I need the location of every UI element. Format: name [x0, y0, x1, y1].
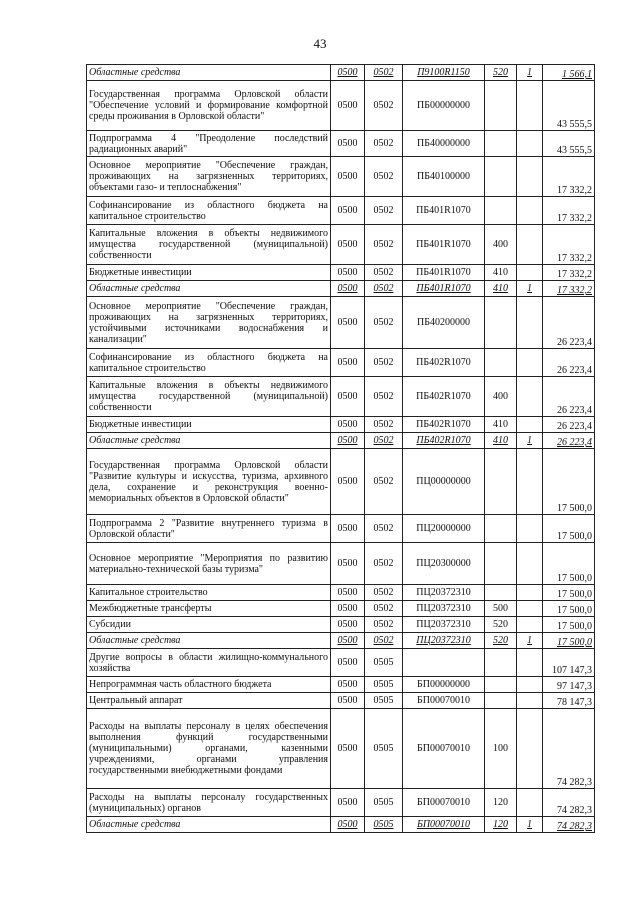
- subsection-code-cell: 0502: [365, 433, 403, 449]
- target-article-code-cell: ПБ401R1070: [403, 265, 485, 281]
- expense-type-code-cell: [485, 543, 517, 585]
- section-code-cell: 0500: [331, 817, 365, 833]
- funding-source-code-cell: [517, 157, 543, 197]
- section-code-cell: 0500: [331, 157, 365, 197]
- table-row: [87, 677, 595, 693]
- subsection-code-cell: 0502: [365, 417, 403, 433]
- table-row: [87, 377, 595, 417]
- expense-type-code-cell: [485, 677, 517, 693]
- amount-cell: 74 282,3: [543, 709, 595, 789]
- amount-cell: 26 223,4: [543, 377, 595, 417]
- row-name-cell: Подпрограмма 4 "Преодоление последствий радиационных аварий": [87, 131, 331, 157]
- target-article-code-cell: БП00070010: [403, 789, 485, 817]
- table-row: [87, 585, 595, 601]
- expense-type-code-cell: 100: [485, 709, 517, 789]
- target-article-code-cell: ПБ402R1070: [403, 349, 485, 377]
- expense-type-code-cell: 500: [485, 601, 517, 617]
- subsection-code-cell: 0505: [365, 709, 403, 789]
- row-name-cell: Софинансирование из областного бюджета на капитальное строительство: [87, 197, 331, 225]
- expense-type-code-cell: 400: [485, 377, 517, 417]
- table-row: [87, 817, 595, 833]
- expense-type-code-cell: 520: [485, 65, 517, 81]
- subsection-code-cell: 0502: [365, 349, 403, 377]
- target-article-code-cell: БП00000000: [403, 677, 485, 693]
- target-article-code-cell: БП00070010: [403, 693, 485, 709]
- table-row: [87, 515, 595, 543]
- row-name-cell: Областные средства: [87, 817, 331, 833]
- section-code-cell: 0500: [331, 65, 365, 81]
- amount-cell: 17 332,2: [543, 265, 595, 281]
- funding-source-code-cell: [517, 131, 543, 157]
- amount-cell: 74 282,3: [543, 817, 595, 833]
- section-code-cell: 0500: [331, 633, 365, 649]
- section-code-cell: 0500: [331, 349, 365, 377]
- target-article-code-cell: ПЦ00000000: [403, 449, 485, 515]
- amount-cell: 78 147,3: [543, 693, 595, 709]
- section-code-cell: 0500: [331, 617, 365, 633]
- subsection-code-cell: 0502: [365, 65, 403, 81]
- target-article-code-cell: ПБ40100000: [403, 157, 485, 197]
- subsection-code-cell: 0502: [365, 633, 403, 649]
- table-row: [87, 349, 595, 377]
- section-code-cell: 0500: [331, 197, 365, 225]
- expense-type-code-cell: 120: [485, 817, 517, 833]
- row-name-cell: Бюджетные инвестиции: [87, 265, 331, 281]
- row-name-cell: Расходы на выплаты персоналу государственных (муниципальных) органов: [87, 789, 331, 817]
- subsection-code-cell: 0505: [365, 817, 403, 833]
- section-code-cell: 0500: [331, 677, 365, 693]
- amount-cell: 17 500,0: [543, 543, 595, 585]
- amount-cell: 17 332,2: [543, 197, 595, 225]
- amount-cell: 43 555,5: [543, 81, 595, 131]
- row-name-cell: Областные средства: [87, 281, 331, 297]
- amount-cell: 17 332,2: [543, 157, 595, 197]
- row-name-cell: Основное мероприятие "Обеспечение граждан, проживающих на загрязненных территориях, устойчивыми источниками водоснабжения и канализации": [87, 297, 331, 349]
- section-code-cell: 0500: [331, 601, 365, 617]
- target-article-code-cell: ПБ401R1070: [403, 197, 485, 225]
- amount-cell: 74 282,3: [543, 789, 595, 817]
- section-code-cell: 0500: [331, 709, 365, 789]
- subsection-code-cell: 0502: [365, 617, 403, 633]
- amount-cell: 26 223,4: [543, 433, 595, 449]
- subsection-code-cell: 0502: [365, 297, 403, 349]
- expense-type-code-cell: [485, 515, 517, 543]
- target-article-code-cell: ПЦ20372310: [403, 633, 485, 649]
- funding-source-code-cell: 1: [517, 633, 543, 649]
- table-row: [87, 281, 595, 297]
- section-code-cell: 0500: [331, 649, 365, 677]
- row-name-cell: Государственная программа Орловской области "Обеспечение условий и формирование комфортной среды проживания в Орловской области": [87, 81, 331, 131]
- subsection-code-cell: 0502: [365, 543, 403, 585]
- expense-type-code-cell: [485, 197, 517, 225]
- section-code-cell: 0500: [331, 297, 365, 349]
- table-row: [87, 417, 595, 433]
- subsection-code-cell: 0505: [365, 677, 403, 693]
- funding-source-code-cell: [517, 349, 543, 377]
- funding-source-code-cell: [517, 617, 543, 633]
- expense-type-code-cell: [485, 649, 517, 677]
- table-row: [87, 693, 595, 709]
- target-article-code-cell: ПЦ20372310: [403, 585, 485, 601]
- table-row: [87, 297, 595, 349]
- expense-type-code-cell: 410: [485, 417, 517, 433]
- subsection-code-cell: 0502: [365, 585, 403, 601]
- row-name-cell: Государственная программа Орловской области "Развитие культуры и искусства, туризма, архивного дела, сохранение и реконструкция военно-мемориальных объектов в Орловской области": [87, 449, 331, 515]
- target-article-code-cell: [403, 649, 485, 677]
- funding-source-code-cell: [517, 693, 543, 709]
- row-name-cell: Областные средства: [87, 65, 331, 81]
- row-name-cell: Расходы на выплаты персоналу в целях обеспечения выполнения функций государственными (муниципальными) органами, казенными учреждениями, органами управления государственными внебюджетными фондами: [87, 709, 331, 789]
- funding-source-code-cell: [517, 677, 543, 693]
- subsection-code-cell: 0502: [365, 81, 403, 131]
- target-article-code-cell: ПБ402R1070: [403, 377, 485, 417]
- funding-source-code-cell: [517, 601, 543, 617]
- table-row: [87, 543, 595, 585]
- funding-source-code-cell: [517, 449, 543, 515]
- target-article-code-cell: ПБ401R1070: [403, 225, 485, 265]
- section-code-cell: 0500: [331, 543, 365, 585]
- funding-source-code-cell: [517, 225, 543, 265]
- amount-cell: 17 332,2: [543, 225, 595, 265]
- row-name-cell: Областные средства: [87, 433, 331, 449]
- amount-cell: 17 500,0: [543, 633, 595, 649]
- row-name-cell: Другие вопросы в области жилищно-коммунального хозяйства: [87, 649, 331, 677]
- table-row: [87, 633, 595, 649]
- expense-type-code-cell: [485, 131, 517, 157]
- table-row: [87, 131, 595, 157]
- expense-type-code-cell: [485, 81, 517, 131]
- subsection-code-cell: 0502: [365, 157, 403, 197]
- expense-type-code-cell: 410: [485, 265, 517, 281]
- subsection-code-cell: 0502: [365, 601, 403, 617]
- funding-source-code-cell: 1: [517, 817, 543, 833]
- table-row: [87, 649, 595, 677]
- expense-type-code-cell: [485, 349, 517, 377]
- funding-source-code-cell: [517, 297, 543, 349]
- subsection-code-cell: 0502: [365, 449, 403, 515]
- expense-type-code-cell: 120: [485, 789, 517, 817]
- page-number: 43: [313, 36, 327, 51]
- table-row: [87, 157, 595, 197]
- subsection-code-cell: 0502: [365, 515, 403, 543]
- target-article-code-cell: ПЦ20000000: [403, 515, 485, 543]
- funding-source-code-cell: [517, 265, 543, 281]
- section-code-cell: 0500: [331, 81, 365, 131]
- subsection-code-cell: 0502: [365, 377, 403, 417]
- expense-type-code-cell: 520: [485, 633, 517, 649]
- amount-cell: 17 500,0: [543, 617, 595, 633]
- row-name-cell: Непрограммная часть областного бюджета: [87, 677, 331, 693]
- subsection-code-cell: 0502: [365, 265, 403, 281]
- funding-source-code-cell: [517, 417, 543, 433]
- section-code-cell: 0500: [331, 265, 365, 281]
- section-code-cell: 0500: [331, 377, 365, 417]
- expense-type-code-cell: [485, 297, 517, 349]
- amount-cell: 1 566,1: [543, 65, 595, 81]
- funding-source-code-cell: [517, 543, 543, 585]
- row-name-cell: Субсидии: [87, 617, 331, 633]
- row-name-cell: Капитальные вложения в объекты недвижимого имущества государственной (муниципальной) собственности: [87, 377, 331, 417]
- table-row: [87, 789, 595, 817]
- target-article-code-cell: БП00070010: [403, 817, 485, 833]
- funding-source-code-cell: [517, 377, 543, 417]
- row-name-cell: Софинансирование из областного бюджета на капитальное строительство: [87, 349, 331, 377]
- table-row: [87, 265, 595, 281]
- table-row: [87, 433, 595, 449]
- target-article-code-cell: ПБ402R1070: [403, 433, 485, 449]
- target-article-code-cell: П9100R1150: [403, 65, 485, 81]
- row-name-cell: Межбюджетные трансферты: [87, 601, 331, 617]
- amount-cell: 26 223,4: [543, 349, 595, 377]
- subsection-code-cell: 0502: [365, 281, 403, 297]
- target-article-code-cell: ПБ402R1070: [403, 417, 485, 433]
- row-name-cell: Капитальные вложения в объекты недвижимого имущества государственной (муниципальной) собственности: [87, 225, 331, 265]
- expense-type-code-cell: [485, 157, 517, 197]
- target-article-code-cell: ПБ40200000: [403, 297, 485, 349]
- amount-cell: 107 147,3: [543, 649, 595, 677]
- table-row: [87, 81, 595, 131]
- expense-type-code-cell: 400: [485, 225, 517, 265]
- table-row: [87, 197, 595, 225]
- target-article-code-cell: ПБ00000000: [403, 81, 485, 131]
- amount-cell: 43 555,5: [543, 131, 595, 157]
- row-name-cell: Подпрограмма 2 "Развитие внутреннего туризма в Орловской области": [87, 515, 331, 543]
- amount-cell: 26 223,4: [543, 417, 595, 433]
- table-row: [87, 601, 595, 617]
- target-article-code-cell: ПБ401R1070: [403, 281, 485, 297]
- funding-source-code-cell: [517, 81, 543, 131]
- amount-cell: 17 500,0: [543, 449, 595, 515]
- section-code-cell: 0500: [331, 433, 365, 449]
- section-code-cell: 0500: [331, 449, 365, 515]
- section-code-cell: 0500: [331, 515, 365, 543]
- row-name-cell: Бюджетные инвестиции: [87, 417, 331, 433]
- expense-type-code-cell: 410: [485, 281, 517, 297]
- funding-source-code-cell: [517, 585, 543, 601]
- amount-cell: 26 223,4: [543, 297, 595, 349]
- target-article-code-cell: ПЦ20372310: [403, 601, 485, 617]
- row-name-cell: Капитальное строительство: [87, 585, 331, 601]
- section-code-cell: 0500: [331, 417, 365, 433]
- section-code-cell: 0500: [331, 693, 365, 709]
- funding-source-code-cell: [517, 197, 543, 225]
- funding-source-code-cell: [517, 515, 543, 543]
- section-code-cell: 0500: [331, 131, 365, 157]
- subsection-code-cell: 0502: [365, 197, 403, 225]
- amount-cell: 97 147,3: [543, 677, 595, 693]
- row-name-cell: Центральный аппарат: [87, 693, 331, 709]
- funding-source-code-cell: [517, 649, 543, 677]
- funding-source-code-cell: 1: [517, 65, 543, 81]
- amount-cell: 17 500,0: [543, 515, 595, 543]
- table-row: [87, 65, 595, 81]
- section-code-cell: 0500: [331, 585, 365, 601]
- target-article-code-cell: БП00070010: [403, 709, 485, 789]
- expense-type-code-cell: [485, 585, 517, 601]
- table-row: [87, 709, 595, 789]
- subsection-code-cell: 0502: [365, 131, 403, 157]
- row-name-cell: Основное мероприятие "Обеспечение граждан, проживающих на загрязненных территориях, объектами газо- и теплоснабжения": [87, 157, 331, 197]
- amount-cell: 17 500,0: [543, 585, 595, 601]
- funding-source-code-cell: 1: [517, 433, 543, 449]
- subsection-code-cell: 0505: [365, 649, 403, 677]
- table-row: [87, 617, 595, 633]
- budget-table: [86, 64, 595, 833]
- subsection-code-cell: 0502: [365, 225, 403, 265]
- target-article-code-cell: ПБ40000000: [403, 131, 485, 157]
- expense-type-code-cell: 410: [485, 433, 517, 449]
- target-article-code-cell: ПЦ20372310: [403, 617, 485, 633]
- table-row: [87, 449, 595, 515]
- subsection-code-cell: 0505: [365, 693, 403, 709]
- funding-source-code-cell: [517, 789, 543, 817]
- row-name-cell: Основное мероприятие "Мероприятия по развитию материально-технической базы туризма": [87, 543, 331, 585]
- expense-type-code-cell: [485, 449, 517, 515]
- target-article-code-cell: ПЦ20300000: [403, 543, 485, 585]
- row-name-cell: Областные средства: [87, 633, 331, 649]
- section-code-cell: 0500: [331, 281, 365, 297]
- funding-source-code-cell: [517, 709, 543, 789]
- funding-source-code-cell: 1: [517, 281, 543, 297]
- section-code-cell: 0500: [331, 225, 365, 265]
- amount-cell: 17 332,2: [543, 281, 595, 297]
- expense-type-code-cell: 520: [485, 617, 517, 633]
- amount-cell: 17 500,0: [543, 601, 595, 617]
- expense-type-code-cell: [485, 693, 517, 709]
- table-row: [87, 225, 595, 265]
- subsection-code-cell: 0505: [365, 789, 403, 817]
- section-code-cell: 0500: [331, 789, 365, 817]
